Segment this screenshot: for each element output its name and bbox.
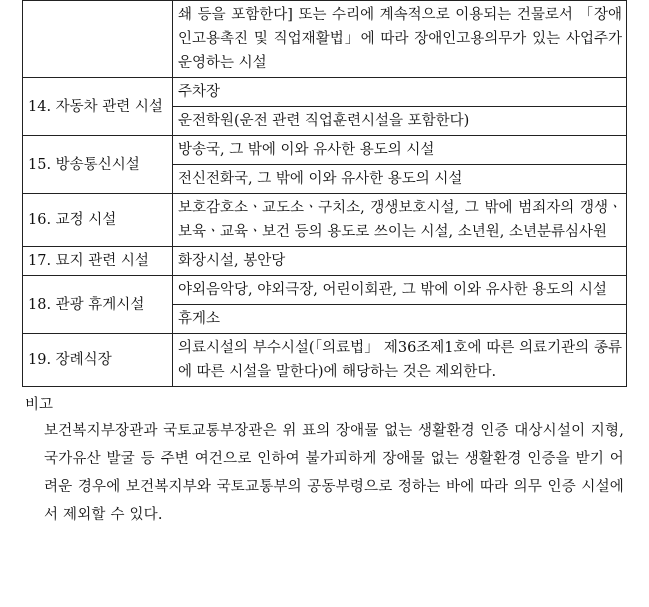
description-cell: 보호감호소ㆍ교도소ㆍ구치소, 갱생보호시설, 그 밖에 범죄자의 갱생ㆍ보육ㆍ교육ㆍ보건 등의 용도로 쓰이는 시설, 소년원, 소년분류심사원 [173, 194, 627, 247]
category-cell: 15. 방송통신시설 [23, 136, 173, 194]
category-cell [23, 1, 173, 78]
description-cell: 운전학원(운전 관련 직업훈련시설을 포함한다) [173, 107, 627, 136]
description-cell: 의료시설의 부수시설(「의료법」 제36조제1호에 따른 의료기관의 종류에 따른 시설을 말한다)에 해당하는 것은 제외한다. [173, 334, 627, 387]
category-cell: 18. 관광 휴게시설 [23, 276, 173, 334]
description-cell: 전신전화국, 그 밖에 이와 유사한 용도의 시설 [173, 165, 627, 194]
category-cell: 14. 자동차 관련 시설 [23, 78, 173, 136]
table-row [23, 78, 627, 107]
description-cell: 화장시설, 봉안당 [173, 247, 627, 276]
table-row [23, 194, 627, 247]
table-row [23, 1, 627, 78]
category-cell: 16. 교정 시설 [23, 194, 173, 247]
description-cell: 야외음악당, 야외극장, 어린이회관, 그 밖에 이와 유사한 용도의 시설 [173, 276, 627, 305]
description-cell: 쇄 등을 포함한다] 또는 수리에 계속적으로 이용되는 건물로서 「장애인고용촉진 및 직업재활법」에 따라 장애인고용의무가 있는 사업주가 운영하는 시설 [173, 1, 627, 78]
category-cell: 19. 장례식장 [23, 334, 173, 387]
description-cell: 휴게소 [173, 305, 627, 334]
category-cell: 17. 묘지 관련 시설 [23, 247, 173, 276]
description-cell: 방송국, 그 밖에 이와 유사한 용도의 시설 [173, 136, 627, 165]
table-row [23, 276, 627, 305]
facility-table [22, 0, 627, 387]
table-row [23, 136, 627, 165]
table-row [23, 247, 627, 276]
note-heading: 비고 [25, 397, 54, 413]
description-cell: 주차장 [173, 78, 627, 107]
table-row [23, 334, 627, 387]
note-text: 보건복지부장관과 국토교통부장관은 위 표의 장애물 없는 생활환경 인증 대상시설이 지형, 국가유산 발굴 등 주변 여건으로 인하여 불가피하게 장애물 없는 생활환경 인증을 받기 어려운 경우에 보건복지부와 국토교통부의 공동부령으로 정하는 바에 따라 의무 인증 시설에서 제외할 수 있다. [44, 423, 624, 523]
